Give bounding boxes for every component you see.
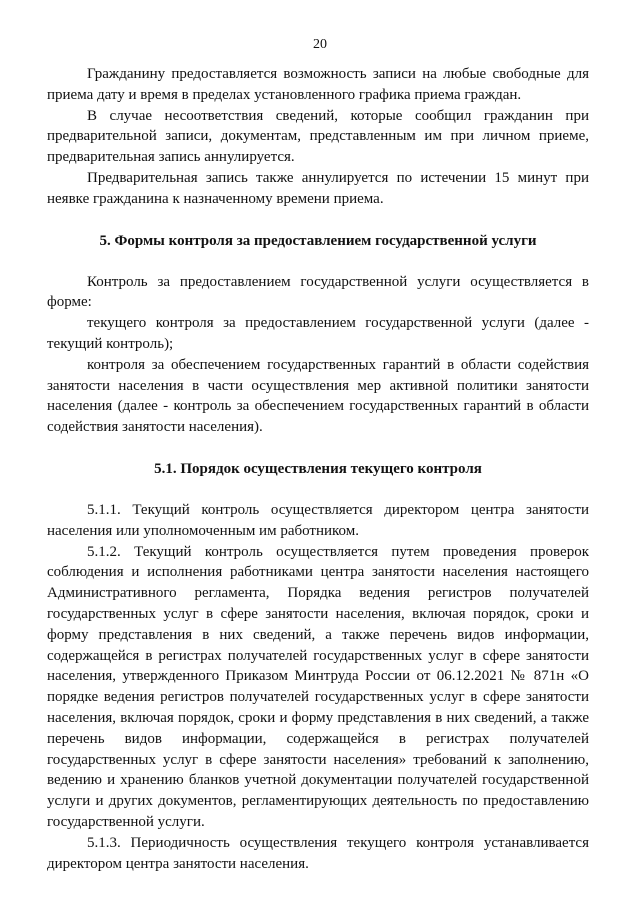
section-5-heading: 5. Формы контроля за предоставлением государственной услуги (99, 232, 537, 249)
paragraph-control-forms: Контроль за предоставлением государственной услуги осуществляется в форме: (47, 273, 589, 311)
page-number: 20 (313, 37, 327, 52)
paragraph-5-1-2: 5.1.2. Текущий контроль осуществляется путем проведения проверок соблюдения и исполнения работниками центра занятости населения настоящего Административного регламента, Порядка ведения регистров получателей государственных услуг в сфере занятости населения, включая порядок, сроки и форму представления в них сведений, а также перечень видов информации, содержащейся в регистрах получателей государственных услуг в сфере занятости населения, утвержденного Приказом Минтруда России от 06.12.2021 № 871н «О порядке ведения регистров получателей государственных услуг в сфере занятости населения, включая порядок, сроки и форму представления в них сведений, а также перечень видов информации, содержащейся в регистрах получателей государственных услуг в сфере занятости населения» требований к заполнению, ведению и хранению бланков учетной документации получателей государственной услуги и других документов, регламентирующих деятельность по предоставлению государственной услуги. (47, 543, 589, 830)
document-body (47, 64, 589, 874)
section-5-1-heading: 5.1. Порядок осуществления текущего контроля (154, 460, 482, 477)
paragraph-booking-mismatch: В случае несоответствия сведений, которые сообщил гражданин при предварительной записи, документам, представленным им при личном приеме, предварительная запись аннулируется. (47, 107, 589, 166)
spacer (47, 252, 589, 272)
paragraph-booking-availability: Гражданину предоставляется возможность записи на любые свободные для приема дату и время в пределах установленного графика приема граждан. (47, 66, 589, 103)
paragraph-5-1-3: 5.1.3. Периодичность осуществления текущего контроля устанавливается директором центра занятости населения. (47, 834, 589, 872)
spacer (47, 210, 589, 231)
paragraph-booking-cancellation: Предварительная запись также аннулируется по истечении 15 минут при неявке гражданина к назначенному времени приема. (47, 169, 589, 207)
paragraph-guarantees-control: контроля за обеспечением государственных гарантий в области содействия занятости населения в части осуществления мер активной политики занятости населения (далее - контроль за обеспечением государственных гарантий в области содействия занятости населения). (47, 356, 589, 436)
paragraph-5-1-1: 5.1.1. Текущий контроль осуществляется директором центра занятости населения или уполномоченным им работником. (47, 501, 589, 539)
paragraph-current-control: текущего контроля за предоставлением государственной услуги (далее - текущий контроль); (47, 315, 589, 352)
spacer (47, 480, 589, 500)
spacer (47, 438, 589, 459)
